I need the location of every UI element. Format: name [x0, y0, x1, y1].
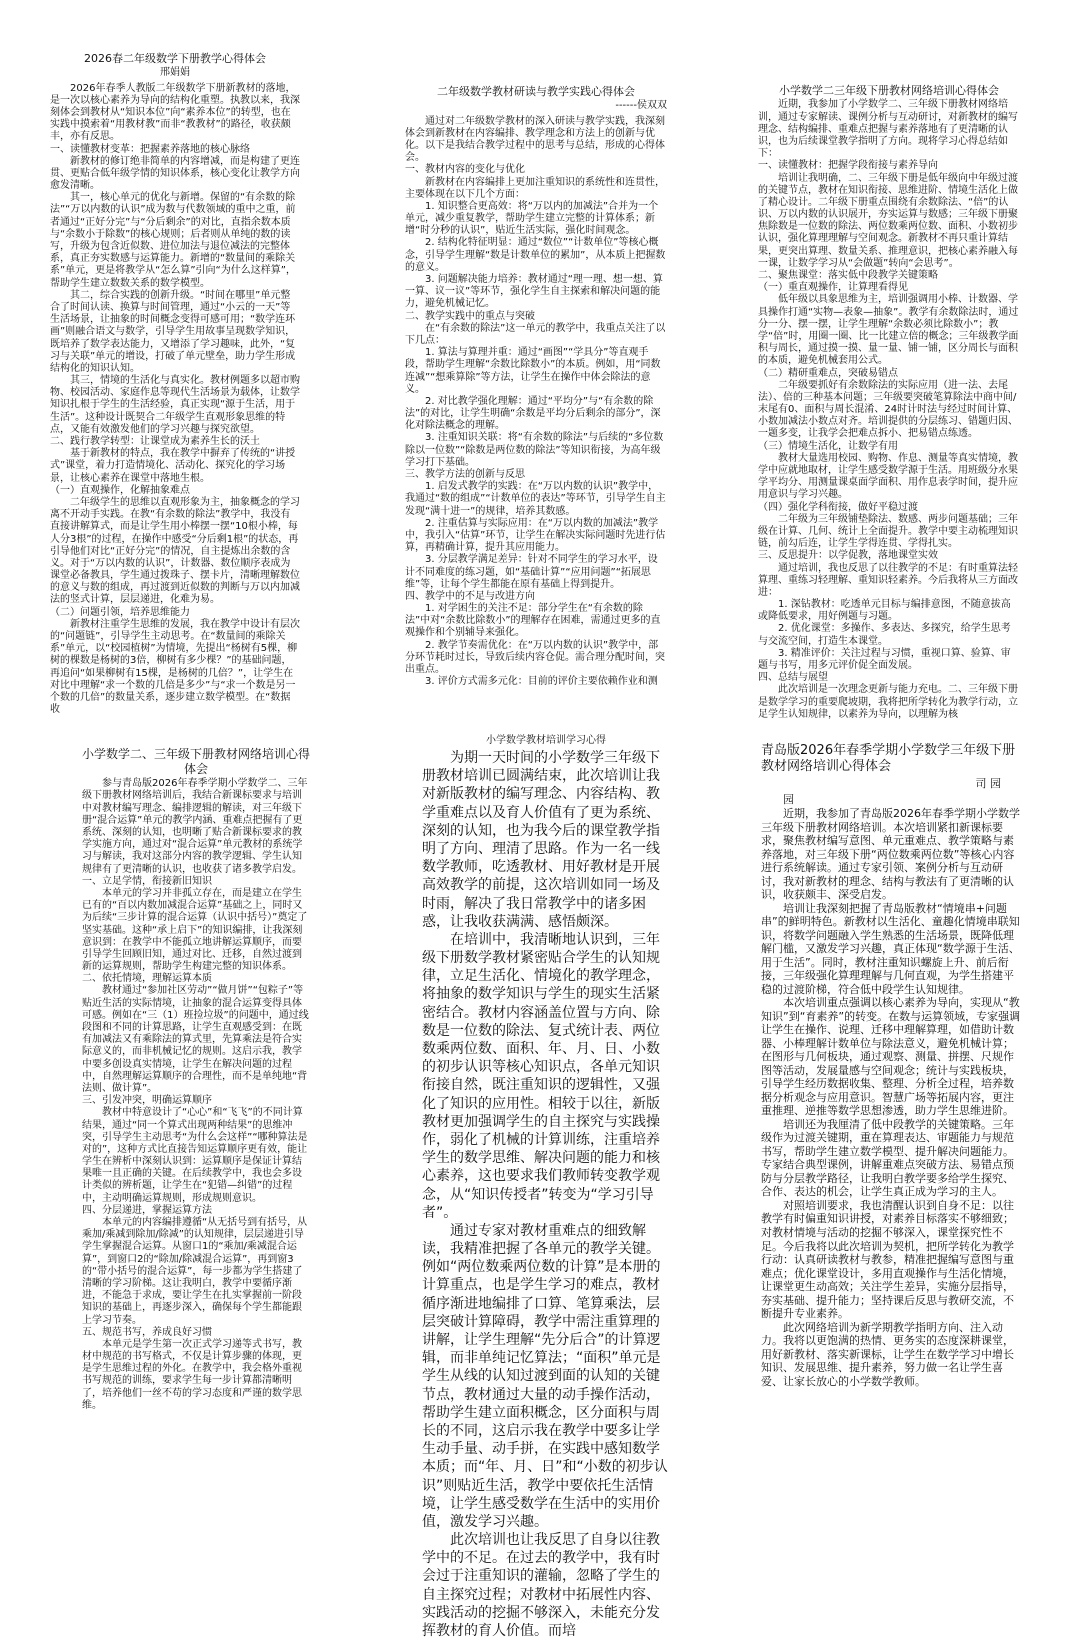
document-2 [405, 85, 667, 688]
doc-paragraph: 四、教学中的不足与改进方向 [405, 590, 535, 602]
doc-paragraph: 二、教学实践中的重点与突破 [405, 310, 535, 322]
doc-paragraph: 新教材在内容编排上更加注重知识的系统性和连贯性，主要体现在以下几个方面： [405, 176, 665, 200]
doc-title: 小学数学二、三年级下册教材网络培训心得体会 [82, 747, 311, 776]
doc-paragraph: 教材中特意设计了“心心”和“飞飞”的不同计算结果，通过“同一个算式出现两种结果”的思维冲突，引导学生主动思考“为什么会这样”“哪种算法是对的”，这种方式比直接告知运算顺序更有效，能让学生在辨析中深刻认识到：运算顺序是保证计算结果唯一且正确的关键。在后续教学中，我也会多设计类似的辨析题，让学生在“犯错—纠错”的过程中，主动明确运算规则，形成规则意识。 [82, 1107, 308, 1204]
doc-paragraph: 3. 分层教学满足差异：针对不同学生的学习水平，设计不同难度的练习题，如“基础计算”“应用问题”“拓展思维”等，让每个学生都能在原有基础上得到提升。 [405, 554, 658, 590]
doc-paragraph: 新教材注重学生思维的发展，我在教学中设计有层次的“问题链”，引导学生主动思考。在“数量间的乘除关系”单元，以“校园植树”为情境，先提出“杨树有5棵，柳树的棵数是杨树的3倍，柳树有多少棵？”的基础问题，再追问“如果柳树有15棵，是杨树的几倍？”，让学生在对比中理解“求一个数的几倍是多少”与“求一个数是另一个数的几倍”的数量关系，逐步建立数学模型。在“数据收 [50, 618, 300, 716]
doc-paragraph: 3. 精准评价：关注过程与习惯，重视口算、验算、审题与书写，用多元评价促全面发展。 [758, 647, 1011, 672]
doc-paragraph: （二）精研重难点，突破易错点 [758, 367, 898, 379]
doc-paragraph: 通过培训，我也反思了以往教学的不足：有时重算法轻算理、重练习轻理解、重知识轻素养。今后我将从三方面改进： [758, 562, 1018, 598]
doc-paragraph: 在培训中，我清晰地认识到，三年级下册数学教材紧密贴合学生的认知规律，立足生活化、情境化的教学理念，将抽象的数学知识与学生的现实生活紧密结合。教材内容涵盖位置与方向、除数是一位数的除法、复式统计表、两位数乘两位数、面积、年、月、日、小数的初步认识等核心知识点，各单元知识衔接自然，既注重知识的逻辑性，又强化了知识的应用性。相较于以往，新版教材更加强调学生的自主探究与实践操作，弱化了机械的计算训练，注重培养学生的数学思维、解决问题的能力和核心素养，这也要求我们教师转变教学观念，从“知识传授者”转变为“学习引导者”。 [422, 931, 660, 1221]
document-4 [82, 747, 311, 1411]
doc-body [422, 749, 670, 1640]
doc-paragraph: 二、聚焦课堂：落实低中段教学关键策略 [758, 270, 938, 282]
doc-paragraph: 2. 教学节奏需优化：在“万以内数的认识”教学中，部分环节耗时过长，导致后续内容仓促。需合理分配时间，突出重点。 [405, 639, 665, 676]
doc-paragraph: 园 [783, 793, 794, 807]
doc-paragraph: 其三，情境的生活化与真实化。教材例题多以超市购物、校园活动、家庭作息等现代生活场景为载体，让数学知识扎根于学生的生活经验，真正实现“源于生活，用于生活”。这种设计既契合二年级学生直观形象思维的特点，又能有效激发他们的学习兴趣与探究欲望。 [50, 375, 300, 435]
doc-paragraph: 教材大量选用校园、购物、作息、测量等真实情境，教学中应就地取材，让学生感受数学源于生活。用班级分水果学平均分、用测量课桌面学面积、用作息表学时间，提升应用意识与学习兴趣。 [758, 452, 1018, 501]
doc-paragraph: 二年级要抓好有余数除法的实际应用（进一法、去尾法）、倍的三种基本问题；三年级要突破笔算除法中商中间/末尾有0、面积与周长混淆、24时计时法与经过时间计算、小数加减法小数点对齐。培训提供的分层练习、错题归因、一题多变，让我学会把难点拆小、把易错点练透。 [758, 379, 1018, 440]
doc-paragraph: 二年级为三年级铺垫除法、数感、两步问题基础；三年级在计算、几何、统计上全面提升。教学中要主动梳理知识链，前勾后连，让学生学得连贯、学得扎实。 [758, 513, 1018, 550]
doc-paragraph: 一、教材内容的变化与优化 [405, 164, 525, 176]
doc-author: ------侯双双 [615, 100, 667, 112]
doc-paragraph: 通过专家对教材重难点的细致解读，我精准把握了各单元的教学关键。例如“两位数乘两位数的计算”是本册的计算重点，也是学生学习的难点，教材循序渐进地编排了口算、笔算乘法，层层突破计算障碍，教学中需注重算理的讲解，让学生理解“先分后合”的计算逻辑，而非单纯记忆算法；“面积”单元是学生从线的认知过渡到面的认知的关键节点，教材通过大量的动手操作活动，帮助学生建立面积概念，区分面积与周长的不同，这启示我在教学中要多让学生动手量、动手拼，在实践中感知数学本质；而“年、月、日”和“小数的初步认识”则贴近生活，教学中要依托生活情境，让学生感受数学在生活中的实用价值，激发学习兴趣。 [422, 1222, 668, 1530]
doc-title: 2026春二年级数学下册教学心得体会 [84, 52, 266, 65]
doc-paragraph: 三、反思提升：以学促教，落地课堂实效 [758, 550, 938, 562]
doc-author: 邢娟娟 [160, 67, 190, 79]
doc-paragraph: 近期，我参加了小学数学二、三年级下册教材网络培训，通过专家解读、课例分析与互动研讨，对新教材的编写理念、结构编排、重难点把握与素养落地有了更清晰的认识，也为后续课堂教学指明了方向。现将学习心得总结如下： [758, 99, 1018, 160]
doc-paragraph: 四、总结与展望 [758, 672, 828, 684]
document-6 [761, 743, 1023, 1388]
doc-paragraph: 本单元的内容编排遵循“从无括号到有括号，从乘加/乘减到除加/除减”的认知规律，层层递进引导学生掌握混合运算。从窗口1的“乘加/乘减混合运算”，到窗口2的“除加/除减混合运算”，再到窗3的“带小括号的混合运算”，每一步都为学生搭建了清晰的学习阶梯。这让我明白，教学中要循序渐进，不能急于求成，要让学生在扎实掌握前一阶段知识的基础上，再逐步深入，确保每个学生都能跟上学习节奏。 [82, 1217, 308, 1326]
doc-paragraph: 3. 评价方式需多元化：目前的评价主要依赖作业和测 [425, 676, 658, 688]
doc-paragraph: （四）强化学科衔接，做好平稳过渡 [758, 501, 918, 513]
doc-paragraph: 此次培训也让我反思了自身以往教学中的不足。在过去的教学中，我有时会过于注重知识的灌输，忽略了学生的自主探究过程；对教材中拓展性内容、实践活动的挖掘不够深入，未能充分发挥教材的育人价值。而培 [422, 1532, 660, 1639]
doc-paragraph: 培训让我明确，二、三年级下册是低年级向中年级过渡的关键节点，教材在知识衔接、思维进阶、情境生活化上做了精心设计。二年级下册重点围绕有余数除法、“倍”的认识、万以内数的认识展开，夯实运算与数感；三年级下册聚焦除数是一位数的除法、两位数乘两位数、面积、小数初步认识，强化算理理解与空间观念。新教材不再只重计算结果，更突出算理、数量关系、推理意识，把核心素养融入每一课，让数学学习从“会做题”转向“会思考”。 [758, 172, 1018, 269]
doc-paragraph: 一、读懂教材：把握学段衔接与素养导向 [758, 160, 938, 172]
doc-paragraph: 培训让我深刻把握了青岛版教材“情境串+问题串”的鲜明特色。新教材以生活化、童趣化情境串联知识，将数学问题融入学生熟悉的生活场景，既降低理解门槛，又激发学习兴趣，真正体现“数学源于生活、用于生活”。同时，教材注重知识螺旋上升、前后衔接，三年级强化算理理解与几何直观，为学生搭建平稳的过渡阶梯，符合低中段学生认知规律。 [761, 901, 1020, 996]
doc-paragraph: 教材通过“参加社区劳动”“做月饼”“包粽子”等贴近生活的实际情境，让抽象的混合运算变得具体可感。例如在“三（1）班捡垃圾”的问题中，通过线段图和不同的计算思路，让学生直观感受到：在既有加减法又有乘除法的算式里，先算乘法是符合实际意义的，而非机械记忆的规则。这启示我，教学中要多创设真实情境，让学生在解决问题的过程中，自然理解运算顺序的合理性，而不是单纯地“背法则、做计算”。 [82, 985, 309, 1094]
doc-paragraph: （三）情境生活化，让数学有用 [758, 440, 898, 452]
document-5 [422, 734, 670, 1639]
doc-paragraph: 此次培训是一次理念更新与能力充电。二、三年级下册是数学学习的重要爬坡期，我将把所学转化为教学行动，立足学生认知规律，以素养为导向，以理解为核 [758, 684, 1018, 720]
doc-paragraph: 二年级学生的思维以直观形象为主，抽象概念的学习离不开动手实践。在教“有余数的除法”教学中，我没有直接讲解算式，而是让学生用小棒摆一摆“10根小棒，每人分3根”的过程，在操作中感受“分后剩1根”的状态，再引导他们对比“正好分完”的情况，自主提炼出余数的含义。对于“万以内数的认识”，计数器、数位顺序表成为课堂必备教具，学生通过拨珠子、摆卡片，清晰理解数位的意义与数的组成，再过渡到近似数的判断与万以内加减法的竖式计算，层层递进，化难为易。 [50, 496, 300, 606]
doc-paragraph: （二）问题引领，培养思维能力 [50, 606, 190, 618]
doc-paragraph: 1. 启发式教学的实践：在“万以内数的认识”教学中，我通过“数的组成”“计数单位的表达”等环节，引导学生自主发现“满十进一”的规律，培养其数感。 [405, 481, 666, 517]
doc-paragraph: 1. 深钻教材：吃透单元目标与编排意图，不随意拔高或降低要求，用好例题与习题。 [758, 599, 1011, 623]
doc-paragraph: 2. 注重估算与实际应用：在“万以内数的加减法”教学中，我引入“估算”环节，让学生在解决实际问题时先进行估算，再精确计算，提升其应用能力。 [405, 517, 666, 554]
doc-paragraph: 一、读懂教材变革：把握素养落地的核心脉络 [50, 143, 250, 155]
document-3 [758, 84, 1020, 720]
doc-body [82, 778, 310, 1412]
doc-paragraph: 一、立足学情，衔接新旧知识 [82, 875, 212, 887]
doc-body [761, 793, 1023, 1388]
doc-paragraph: 为期一天时间的小学数学三年级下册教材培训已圆满结束，此次培训让我对新版教材的编写理念、内容结构、教学重难点以及育人价值有了更为系统、深刻的认知，也为我今后的课堂教学指明了方向、理清了思路。作为一名一线数学教师，吃透教材、用好教材是开展高效教学的前提，这次培训如同一场及时雨，解决了我日常教学中的诸多困惑，让我收获满满、感悟颇深。 [422, 750, 660, 930]
doc-body [50, 83, 300, 717]
doc-paragraph: 二、依托情境，理解运算本质 [82, 973, 212, 985]
doc-paragraph: 参与青岛版2026年春季学期小学数学二、三年级下册教材网络培训后，我结合新课标要求与培训中对教材编写理念、编排逻辑的解读，对三年级下册“混合运算”单元的教学内涵、重难点把握有了更系统、深刻的认知，也明晰了贴合新课标要求的教学实施方向，通过对“混合运算”单元教材的系统学习与解读，我对这部分内容的教学逻辑、学生认知规律有了更清晰的认识，也收获了诸多教学启发。 [82, 778, 308, 875]
doc-paragraph: 基于新教材的特点，我在教学中摒弃了传统的“讲授式”课堂，着力打造情境化、活动化、探究化的学习场景，让核心素养在课堂中落地生根。 [50, 448, 296, 484]
doc-paragraph: 其二，综合实践的创新升级。“时间在哪里”单元整合了时间认读、换算与时间管理，通过“小云的一天”等生活场景，让抽象的时间概念变得可感可用；“数学连环画”则融合语文与数学，引导学生用故事呈现数学知识，既培养了数学表达能力，又增添了学习趣味，此外，“复习与关联”单元的增设，打破了单元壁垒，助力学生形成结构化的知识认知。 [50, 289, 296, 374]
doc-title: 青岛版2026年春季学期小学数学三年级下册教材网络培训心得体会 [761, 743, 1016, 774]
document-1 [50, 52, 300, 716]
doc-paragraph: 1. 对学困生的关注不足：部分学生在“有余数的除法”中对“余数比除数小”的理解存在困难，需通过更多的直观操作和个别辅导来强化。 [405, 603, 661, 639]
doc-paragraph: （一）直观操作，化解抽象难点 [50, 484, 190, 496]
doc-paragraph: 本次培训重点强调以核心素养为导向，实现从“教知识”到“育素养”的转变。在数与运算领域，专家强调让学生在操作、说理、迁移中理解算理，如借助计数器、小棒理解计数单位与除法意义，避免机械计算；在图形与几何板块，通过观察、测量、拼摆、尺规作图等活动，发展量感与空间观念；统计与实践板块，引导学生经历数据收集、整理、分析全过程，培养数据分析观念与应用意识。智慧广场等拓展内容，更注重推理、逆推等数学思想渗透，助力学生思维进阶。 [761, 996, 1021, 1118]
doc-paragraph: 五、规范书写，养成良好习惯 [82, 1326, 212, 1338]
doc-paragraph: 3. 注重知识关联：将“有余数的除法”与后续的“多位数除以一位数”“除数是两位数的除法”等知识衔接，为高年级学习打下基础。 [405, 432, 664, 468]
doc-title: 小学数学教材培训学习心得 [486, 735, 606, 746]
doc-paragraph: 本单元的学习并非孤立存在，而是建立在学生已有的“百以内数加减混合运算”基础之上，同时又为后续“三步计算的混合运算（认识中括号）”奠定了坚实基础。这种“承上启下”的知识编排，让我深刻意识到：在教学中不能孤立地讲解运算顺序，而要引导学生回顾旧知，通过对比、迁移，自然过渡到新的运算规则，帮助学生构建完整的知识体系。 [82, 887, 308, 973]
doc-paragraph: 在“有余数的除法”这一单元的教学中，我重点关注了以下几点： [405, 322, 666, 346]
doc-paragraph: 近期，我参加了青岛版2026年春季学期小学数学三年级下册教材网络培训。本次培训紧扣新课标要求，聚焦教材编写意图、单元重难点、教学策略与素养落地，对三年级下册“两位数乘两位数”等核心内容进行系统解读。通过专家引领、案例分析与互动研讨，我对新教材的理念、结构与教法有了更清晰的认识，收获颇丰、深受启发。 [761, 807, 1020, 902]
doc-title: 小学数学二三年级下册教材网络培训心得体会 [779, 84, 999, 97]
doc-paragraph: 其一，核心单元的优化与新增。保留的“有余数的除法”“万以内数的认识”成为数与代数领域的重中之重，前者通过“正好分完”与“分后剩余”的对比，直指余数本质与“余数小于除数”的核心规则；后者则从单纯的数的读写，升级为包含近似数、进位加法与退位减法的完整体系，真正夯实数感与运算能力。新增的“数量间的乘除关系”单元，更是将教学从“怎么算”引向“为什么这样算”，帮助学生建立数数关系的数学模型。 [50, 192, 296, 289]
doc-paragraph: 2026年春季人教版二年级数学下册新教材的落地，是一次以核心素养为导向的结构化重塑。执教以来，我深刻体会到教材从“知识本位”向“素养本位”的转型，也在实践中摸索着“用教材教”而非“教教材”的路径，收获颇丰，亦有反思。 [50, 82, 300, 143]
doc-paragraph: 对照培训要求，我也清醒认识到自身不足：以往教学有时偏重知识讲授，对素养目标落实不够细致；对教材情境与活动的挖掘不够深入，课堂探究性不足。今后我将以此次培训为契机，把所学转化为教学行动：认真研读教材与教参，精准把握编写意图与重难点；优化课堂设计，多用直观操作与生活化情境，让课堂更生动高效；关注学生差异，实施分层指导，夯实基础、提升能力；坚持课后反思与教研交流，不断提升专业素养。 [761, 1198, 1014, 1321]
doc-paragraph: 通过对二年级数学教材的深入研读与教学实践，我深刻体会到新教材在内容编排、教学理念和方法上的创新与优化。以下是我结合教学过程中的思考与总结，形成的心得体会。 [405, 115, 665, 164]
doc-paragraph: 低年级以具象思维为主，培训强调用小棒、计数器、学具操作打通“实物—表象—抽象”。教学有余数除法时，通过分一分、摆一摆，让学生理解“余数必须比除数小”；教学“倍”时，用圈一圈、比一比建立倍的概念；三年级教学面积与周长，通过摸一摸、量一量、铺一铺，区分周长与面积的本质，避免机械套用公式。 [758, 294, 1019, 367]
doc-title: 二年级数学教材研读与教学实践心得体会 [437, 85, 635, 98]
doc-paragraph: 四、分层递进，掌握运算方法 [82, 1204, 212, 1216]
doc-paragraph: 1. 算法与算理并重：通过“画图”“学具分”等直观手段，帮助学生理解“余数比除数小”的本质。例如，用“同数连减”“想乘算除”等方法，让学生在操作中体会除法的意义。 [405, 347, 661, 395]
doc-paragraph: 新教材的修订绝非简单的内容增减，而是构建了更连贯、更贴合低年级学情的知识体系，核心变化让教学方向愈发清晰。 [50, 155, 300, 192]
doc-paragraph: 1. 知识整合更高效：将“万以内的加减法”合并为一个单元，减少重复教学，帮助学生建立完整的计算体系；新增“时分秒的认识”，贴近生活实际，强化时间观念。 [405, 200, 659, 237]
doc-paragraph: （一）重直观操作，让算理看得见 [758, 282, 908, 294]
doc-paragraph: 2. 优化课堂：多操作、多表达、多探究，给学生思考与交流空间，打造生本课堂。 [758, 623, 1011, 647]
doc-paragraph: 三、引发冲突，明确运算顺序 [82, 1095, 212, 1107]
doc-paragraph: 本单元是学生第一次正式学习递等式书写，教材中规范的书写格式，不仅是计算步骤的体现，更是学生思维过程的外化。在教学中，我会格外重视书写规范的训练，要求学生每一步计算都清晰明了，培养他们一丝不苟的学习态度和严谨的数学思维。 [82, 1338, 302, 1411]
doc-paragraph: 培训还为我厘清了低中段教学的关键策略。三年级作为过渡关键期，重在算理表达、审题能力与规范书写，帮助学生建立数学模型、提升解决问题能力。专家结合典型课例，讲解重难点突破方法、易错点预防与分层教学路径，让我明白教学要多给学生探究、合作、表达的机会，让学生真正成为学习的主人。 [761, 1117, 1014, 1199]
doc-paragraph: 2. 结构化特征明显：通过“数位”“计数单位”等核心概念，引导学生理解“数是计数单位的累加”，从本质上把握数的意义。 [405, 237, 666, 273]
doc-paragraph: 2. 对比教学强化理解：通过“平均分”与“有余数的除法”的对比，让学生明确“余数是平均分后剩余的部分”，深化对除法概念的理解。 [405, 395, 661, 432]
doc-paragraph: 二、践行教学转型：让课堂成为素养生长的沃土 [50, 436, 260, 448]
doc-author: 司 园 [975, 776, 1001, 790]
doc-paragraph: 此次网络培训为新学期教学指明方向、注入动力。我将以更饱满的热情、更务实的态度深耕课堂，用好新教材、落实新课标，让学生在数学学习中增长知识、发展思维、提升素养，努力做一名让学生喜爱、让家长放心的小学数学教师。 [761, 1320, 1014, 1388]
doc-paragraph: 三、教学方法的创新与反思 [405, 469, 525, 481]
doc-body [405, 116, 667, 689]
doc-paragraph: 3. 问题解决能力培养：教材通过“理一理、想一想、算一算、议一议”等环节，强化学生自主探索和解决问题的能力，避免机械记忆。 [405, 274, 663, 310]
doc-body [758, 99, 1020, 721]
